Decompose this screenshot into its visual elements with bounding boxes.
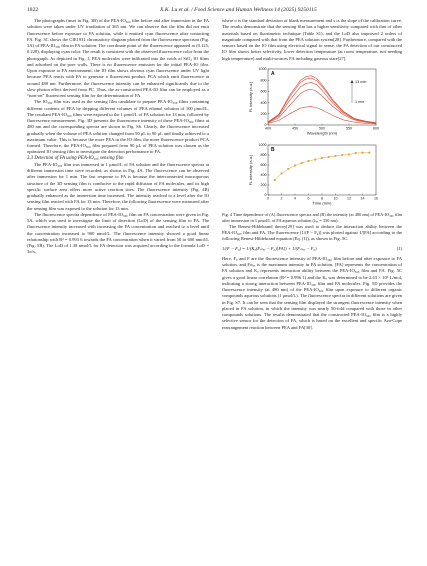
x-tick-label: 550 bbox=[346, 126, 352, 131]
arrow-head bbox=[351, 80, 354, 83]
x-axis-label: Wavelength (nm) bbox=[306, 130, 338, 136]
x-tick-label: 2 bbox=[280, 196, 283, 201]
y-tick-label: 400 bbox=[260, 173, 267, 178]
trend-line bbox=[275, 153, 370, 180]
page-number: 1822 bbox=[27, 7, 39, 13]
right-column bbox=[222, 18, 402, 331]
left-column bbox=[27, 18, 209, 256]
data-point bbox=[321, 157, 323, 159]
y-tick-label: 800 bbox=[260, 78, 267, 83]
data-point bbox=[307, 160, 309, 162]
data-point bbox=[280, 172, 282, 174]
x-tick-label: 600 bbox=[373, 126, 379, 131]
y-tick-label: 0 bbox=[264, 193, 267, 198]
data-point bbox=[368, 152, 370, 154]
x-tick-label: 500 bbox=[319, 126, 325, 131]
data-point bbox=[274, 179, 276, 181]
y-axis-label: FL intensity (a.u.) bbox=[248, 81, 253, 113]
data-point bbox=[328, 156, 330, 158]
figure-4b-chart bbox=[246, 142, 386, 210]
y-tick-label: 600 bbox=[260, 163, 267, 168]
y-tick-label: 800 bbox=[260, 153, 267, 158]
paragraph: The photographs (inset in Fig. 3B) of the PEA-IO₃₀₀ film before and after immersion in the FA solution were taken under UV irradiation of 365 nm. We can observe that the film did not emit fluorescence before exposure to FA solution, while it emitted cyan fluorescence after contacting FA. Fig. 3C shows the CIE1931 chromaticity diagram plotted from the fluorescence spectrum (Fig. 3A) of PEA-IO₃₀₀ film in FA solution. The coordinate point of the fluorescence appeared at (0.125, 0.228), displaying cyan color. The result is consistent with the observed fluorescence color from the photograph. As depicted in Fig. 1, PEA molecules were infiltrated into the voids of SiO₂ IO films and adsorbed on the pore walls. There is no fluorescence emission for the initial PEA-IO film. Upon exposure to FA environment, the IO film shows obvious cyan fluorescence under UV light because PEA reacts with FA to generate a fluorescent product PCA which emit fluorescence at around 480 nm. Furthermore, the fluorescence intensity can be enhanced significantly due to the slow photon effect derived from PC. Thus, the as-constructed PEA-IO film can be employed as a “turn-on” fluorescent sensing film for the determination of FA. bbox=[27, 18, 209, 98]
y-tick-label: 0 bbox=[264, 122, 267, 127]
x-tick-label: 0 bbox=[267, 196, 269, 201]
x-axis-label: Time (min) bbox=[312, 200, 332, 206]
data-point bbox=[361, 152, 363, 154]
x-tick-label: 6 bbox=[307, 196, 310, 201]
y-tick-label: 1000 bbox=[258, 66, 267, 71]
data-point bbox=[301, 162, 303, 164]
x-tick-label: 14 bbox=[360, 196, 365, 201]
data-point bbox=[287, 168, 289, 170]
y-tick-label: 200 bbox=[260, 183, 267, 188]
data-point bbox=[355, 152, 357, 154]
y-axis-label: FL intensity (a.u.) bbox=[248, 154, 253, 186]
data-point bbox=[314, 158, 316, 160]
section-heading: 3.3 Detection of FA using PEA-IO₃₀₀ sensing film bbox=[27, 155, 124, 161]
y-tick-label: 400 bbox=[260, 100, 267, 105]
y-tick-label: 1000 bbox=[258, 143, 267, 148]
paragraph: where σ is the standard deviation of blank measurement and s is the slope of the calibration curve. The results demonstrate that the sensing film has a higher sensitivity compared with that of other materials based on fluorimetric technique (Table S1), and the LoD also improved 2 orders of magnitude compared with that from the PEA solution system[28]. Furthermore, compared with the sensors based on the IO film using electrical signal to sense, the FA detection of our constructed IO film shows better selectivity, lower detection temperature (at room temperature, not needing high temperature) and multi-sources FA including gaseous state[27]. bbox=[222, 18, 402, 61]
equation bbox=[222, 246, 402, 252]
figure-4a-chart bbox=[246, 66, 386, 140]
panel-label: B bbox=[271, 147, 275, 153]
annotation-bottom: 1 min bbox=[355, 99, 365, 104]
panel-label: A bbox=[271, 70, 275, 77]
x-tick-label: 12 bbox=[347, 196, 351, 201]
y-tick-label: 200 bbox=[260, 111, 267, 116]
x-tick-label: 400 bbox=[265, 126, 271, 131]
running-header: X.K. Lu et al. / Food Science and Human Wellness 14 (2025) 9250115 bbox=[160, 7, 317, 13]
figure-4 bbox=[246, 66, 386, 213]
x-tick-label: 4 bbox=[294, 196, 296, 201]
data-point bbox=[341, 154, 343, 156]
x-tick-label: 16 bbox=[374, 196, 378, 201]
data-point bbox=[294, 164, 296, 166]
equation-number: (1) bbox=[396, 245, 402, 251]
paragraph: The fluorescence spectra dependence of PEA-IO₃₀₀ film on FA concentration were given in Fig. 5A, which was used to investigate the limit of detection (LoD) of the sensing film to FA. The fluorescence intensity increased with increasing the FA concentration and reached to a level until the concentration increased to 900 nmol/L. The fluorescence intensity showed a good linear relationship with R² = 0.993 6 towards the FA concentration when it varied from 50 to 600 nmol/L (Fig. 5B). The LoD of 1.38 nmol/L for FA detection was acquired according to the formula LoD = 3σ/s, bbox=[27, 211, 209, 255]
plot-frame bbox=[268, 145, 376, 195]
paragraph: The Benesi-Hildebrand theory[29] was used to deduce the interaction ability between the PEA-IO₃₀₀ film and FA. The fluorescence [1/(F − F₀)] was plotted against 1/[FA] according to the following Benesi-Hildebrand equation (Eq. (1)), as shown in Fig. 5C. bbox=[222, 223, 402, 242]
y-tick-label: 600 bbox=[260, 89, 267, 94]
figure-caption: Fig. 4 Time dependence of (A) fluorescence spectra and (B) the intensity (at 480 nm) of PEA-IO₃₀₀ film after immersion in 1 μmol/L of FA aqueous solution (λₑₓ = 350 nm). bbox=[222, 212, 402, 224]
x-tick-label: 8 bbox=[321, 196, 323, 201]
paragraph: The PEA-IO₃₀₀ film was immersed in 1 μmol/L of FA solution and the fluorescence spectra at different immersion time were recorded, as shown in Fig. 4A. The fluorescence can be observed after immersion for 1 min. The fast response to FA is because the interconnected macroporous structure of the 3D sensing film is conducive to the rapid diffusion of FA molecules, and its high specific surface area offers more active reaction sites. The fluorescence intensity (Fig. 4B) gradually enhanced as the immersion time increased. The intensity reached to a level after the IO sensing film reacted with FA for 13 min. Therefore, the following fluorescence were measured after the sensing film was exposed to the solution for 13 min. bbox=[27, 161, 209, 211]
annotation-top: 13 min bbox=[355, 79, 367, 84]
x-tick-label: 10 bbox=[333, 196, 338, 201]
data-point bbox=[348, 153, 350, 155]
paragraph: Here, F₀ and F are the fluorescence intensity of PEA-IO₃₀₀ film before and after exposure to FA solution, and Fₘₐₓ is the maximum intensity in FA solution. [FA] represents the concentration of FA solution and Kₐ represents interaction ability between the PEA-IO₃₀₀ film and FA. Fig. 5C gives a good linear correlation (R² = 0.996 1) and the Kₐ was determined to be 2.43 × 10⁶ L/mol, indicating a strong interaction between PEA-IO₃₀₀ film and FA molecules. Fig. 5D provides the fluorescence intensity (at 480 nm) of the PEA-IO₃₀₀ film upon exposure to different organic compounds aqueous solutions (1 μmol/L). The fluorescence spectra in different solutions are given in Fig. S7. It can be seen that the sensing film displayed the strongest fluorescence intensity when placed in FA solution, in which the intensity was nearly 50-fold compared with those in other compounds solutions. The results demonstrated that the constructed PEA-IO₃₀₀ film is a highly selective sensor for the detection of FA, which is based on the excellent and specific Aza-Cope rearrangement reaction between PEA and FA[30]. bbox=[222, 255, 402, 330]
equation-body: 1/(F − F₀) = 1/(Kₐ(Fₘₐₓ − F₀)[FA]) + 1/(Fₘₐₓ − F₀) bbox=[222, 245, 317, 251]
x-tick-label: 450 bbox=[292, 126, 298, 131]
data-point bbox=[334, 155, 336, 157]
plot-frame bbox=[268, 69, 376, 125]
paragraph: The IO₃₀₀ film was used as the sensing film candidate to prepare PEA-IO₃₀₀ films containing different contents of PEA by dripping different volumes of PEA ethanol solution of 100 μmol/L. The resultant PEA-IO₃₀₀ films were exposed to the 1 μmol/L of FA solution for 13 min, followed by fluorescence measurement. Fig. 3D presents the fluorescence intensity of these PEA-IO₃₀₀ films at 480 nm and the corresponding spectra are shown in Fig. S6. Clearly, the fluorescence increased gradually when the volume of PEA solution changed from 50 μL to 90 μL and finally achieved to a maximum value. This is because the more PEA in the IO film, the more fluorescence product PCA formed. Therefore, the PEA-IO₃₀₀ film prepared from 90 μL of PEA solution was chosen as the optimized IO sensing film to investigate the detection performance to FA. bbox=[27, 99, 209, 155]
